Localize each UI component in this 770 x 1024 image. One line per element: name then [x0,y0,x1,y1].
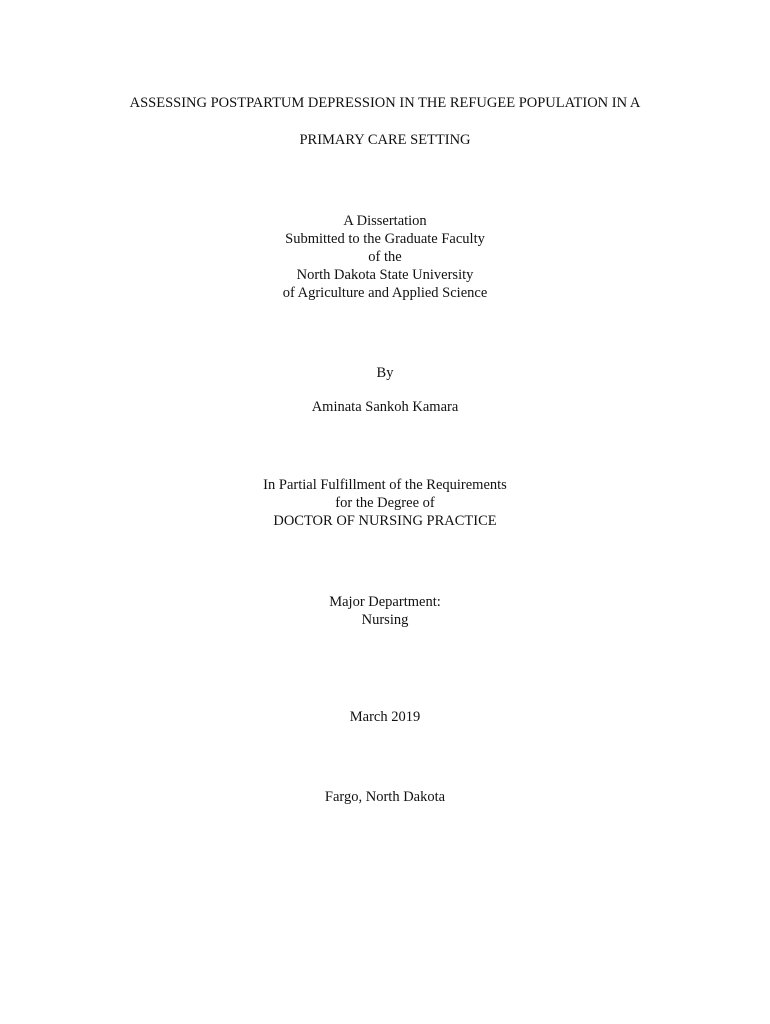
author-name: Aminata Sankoh Kamara [311,399,459,415]
title-line-1: ASSESSING POSTPARTUM DEPRESSION IN THE REFUGEE POPULATION IN A [129,95,641,111]
fulfillment-block [0,476,770,530]
submission-line: North Dakota State University [296,267,474,283]
submission-line: A Dissertation [343,213,427,229]
submission-line: Submitted to the Graduate Faculty [285,231,485,247]
submission-line: of Agriculture and Applied Science [282,285,488,301]
location: Fargo, North Dakota [324,789,446,805]
title-line-2: PRIMARY CARE SETTING [299,132,471,148]
submission-date: March 2019 [349,709,421,725]
department-block [0,593,770,629]
degree-name: DOCTOR OF NURSING PRACTICE [273,513,497,529]
fulfillment-line: In Partial Fulfillment of the Requirements [263,477,507,493]
submission-block [0,212,770,302]
department-label: Major Department: [329,594,441,610]
submission-line: of the [368,249,402,265]
by-label: By [376,365,394,381]
department-name: Nursing [361,612,409,628]
fulfillment-line: for the Degree of [335,495,435,511]
